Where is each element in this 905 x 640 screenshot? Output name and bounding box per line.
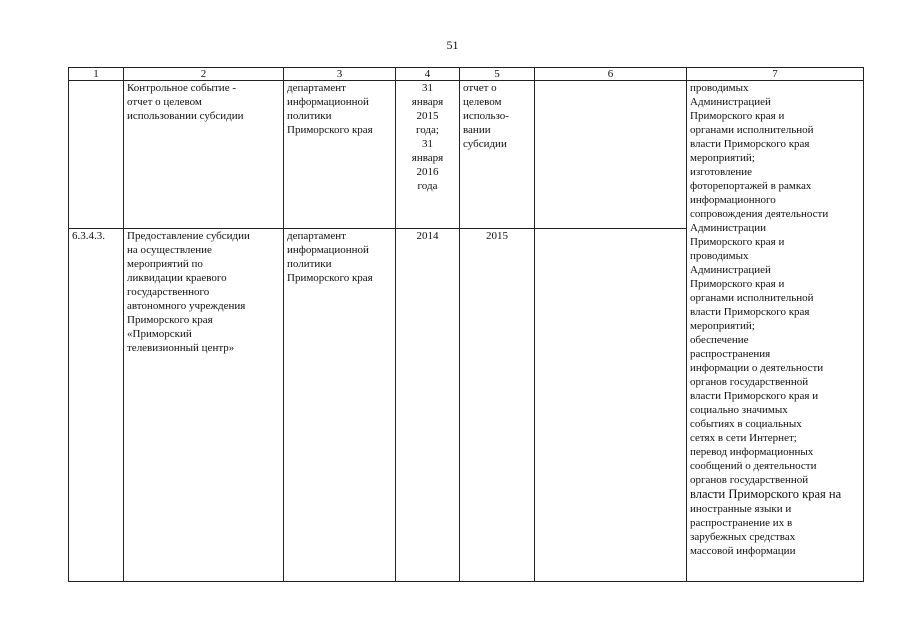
- row-number-cell: 6.3.4.3.: [69, 229, 124, 582]
- column-header-4: 4: [396, 68, 460, 81]
- end-date-cell: отчет о целевом использо- вании субсидии: [460, 81, 535, 229]
- responsible-cell: департамент информационной политики Приморского края: [284, 229, 396, 582]
- table-header-row: [69, 68, 864, 81]
- column-header-5: 5: [460, 68, 535, 81]
- column-header-1: 1: [69, 68, 124, 81]
- responsible-cell: департамент информационной политики Приморского края: [284, 81, 396, 229]
- column-header-3: 3: [284, 68, 396, 81]
- plan-table: [68, 67, 864, 582]
- column-6-cell: [535, 81, 687, 229]
- results-text-part-3: иностранные языки и распространение их в зарубежных средствах массовой информации: [690, 503, 796, 557]
- results-text-part-1: проводимых Администрацией Приморского края и органами исполнительной власти Приморского края мероприятий; изготовление фоторепортажей в рамках информационного сопровождения деятельности Администрации Приморского края и проводимых Администрацией Приморского края и органами исполнительной власти Приморского края мероприятий; обеспечение распространения информации о деятельности органов государственной власти Приморского края и социально значимых событиях в социальных сетях в сети Интернет; перевод информационных сообщений о деятельности органов государственной: [690, 82, 829, 486]
- column-header-6: 6: [535, 68, 687, 81]
- event-name-cell: Предоставление субсидии на осуществление мероприятий по ликвидации краевого государственного автономного учреждения Приморского края «Приморский телевизионный центр»: [124, 229, 284, 582]
- event-name-cell: Контрольное событие - отчет о целевом использовании субсидии: [124, 81, 284, 229]
- column-header-7: 7: [687, 68, 864, 81]
- end-date-cell: 2015: [460, 229, 535, 582]
- start-date-cell: 31 января 2015 года; 31 января 2016 года: [396, 81, 460, 229]
- column-header-2: 2: [124, 68, 284, 81]
- column-6-cell: [535, 229, 687, 582]
- row-number-cell: [69, 81, 124, 229]
- start-date-cell: 2014: [396, 229, 460, 582]
- table-row-control-event: [69, 81, 864, 229]
- expected-results-cell: [687, 81, 864, 582]
- page-number: 51: [446, 38, 459, 52]
- results-text-part-2: власти Приморского края на: [690, 487, 842, 501]
